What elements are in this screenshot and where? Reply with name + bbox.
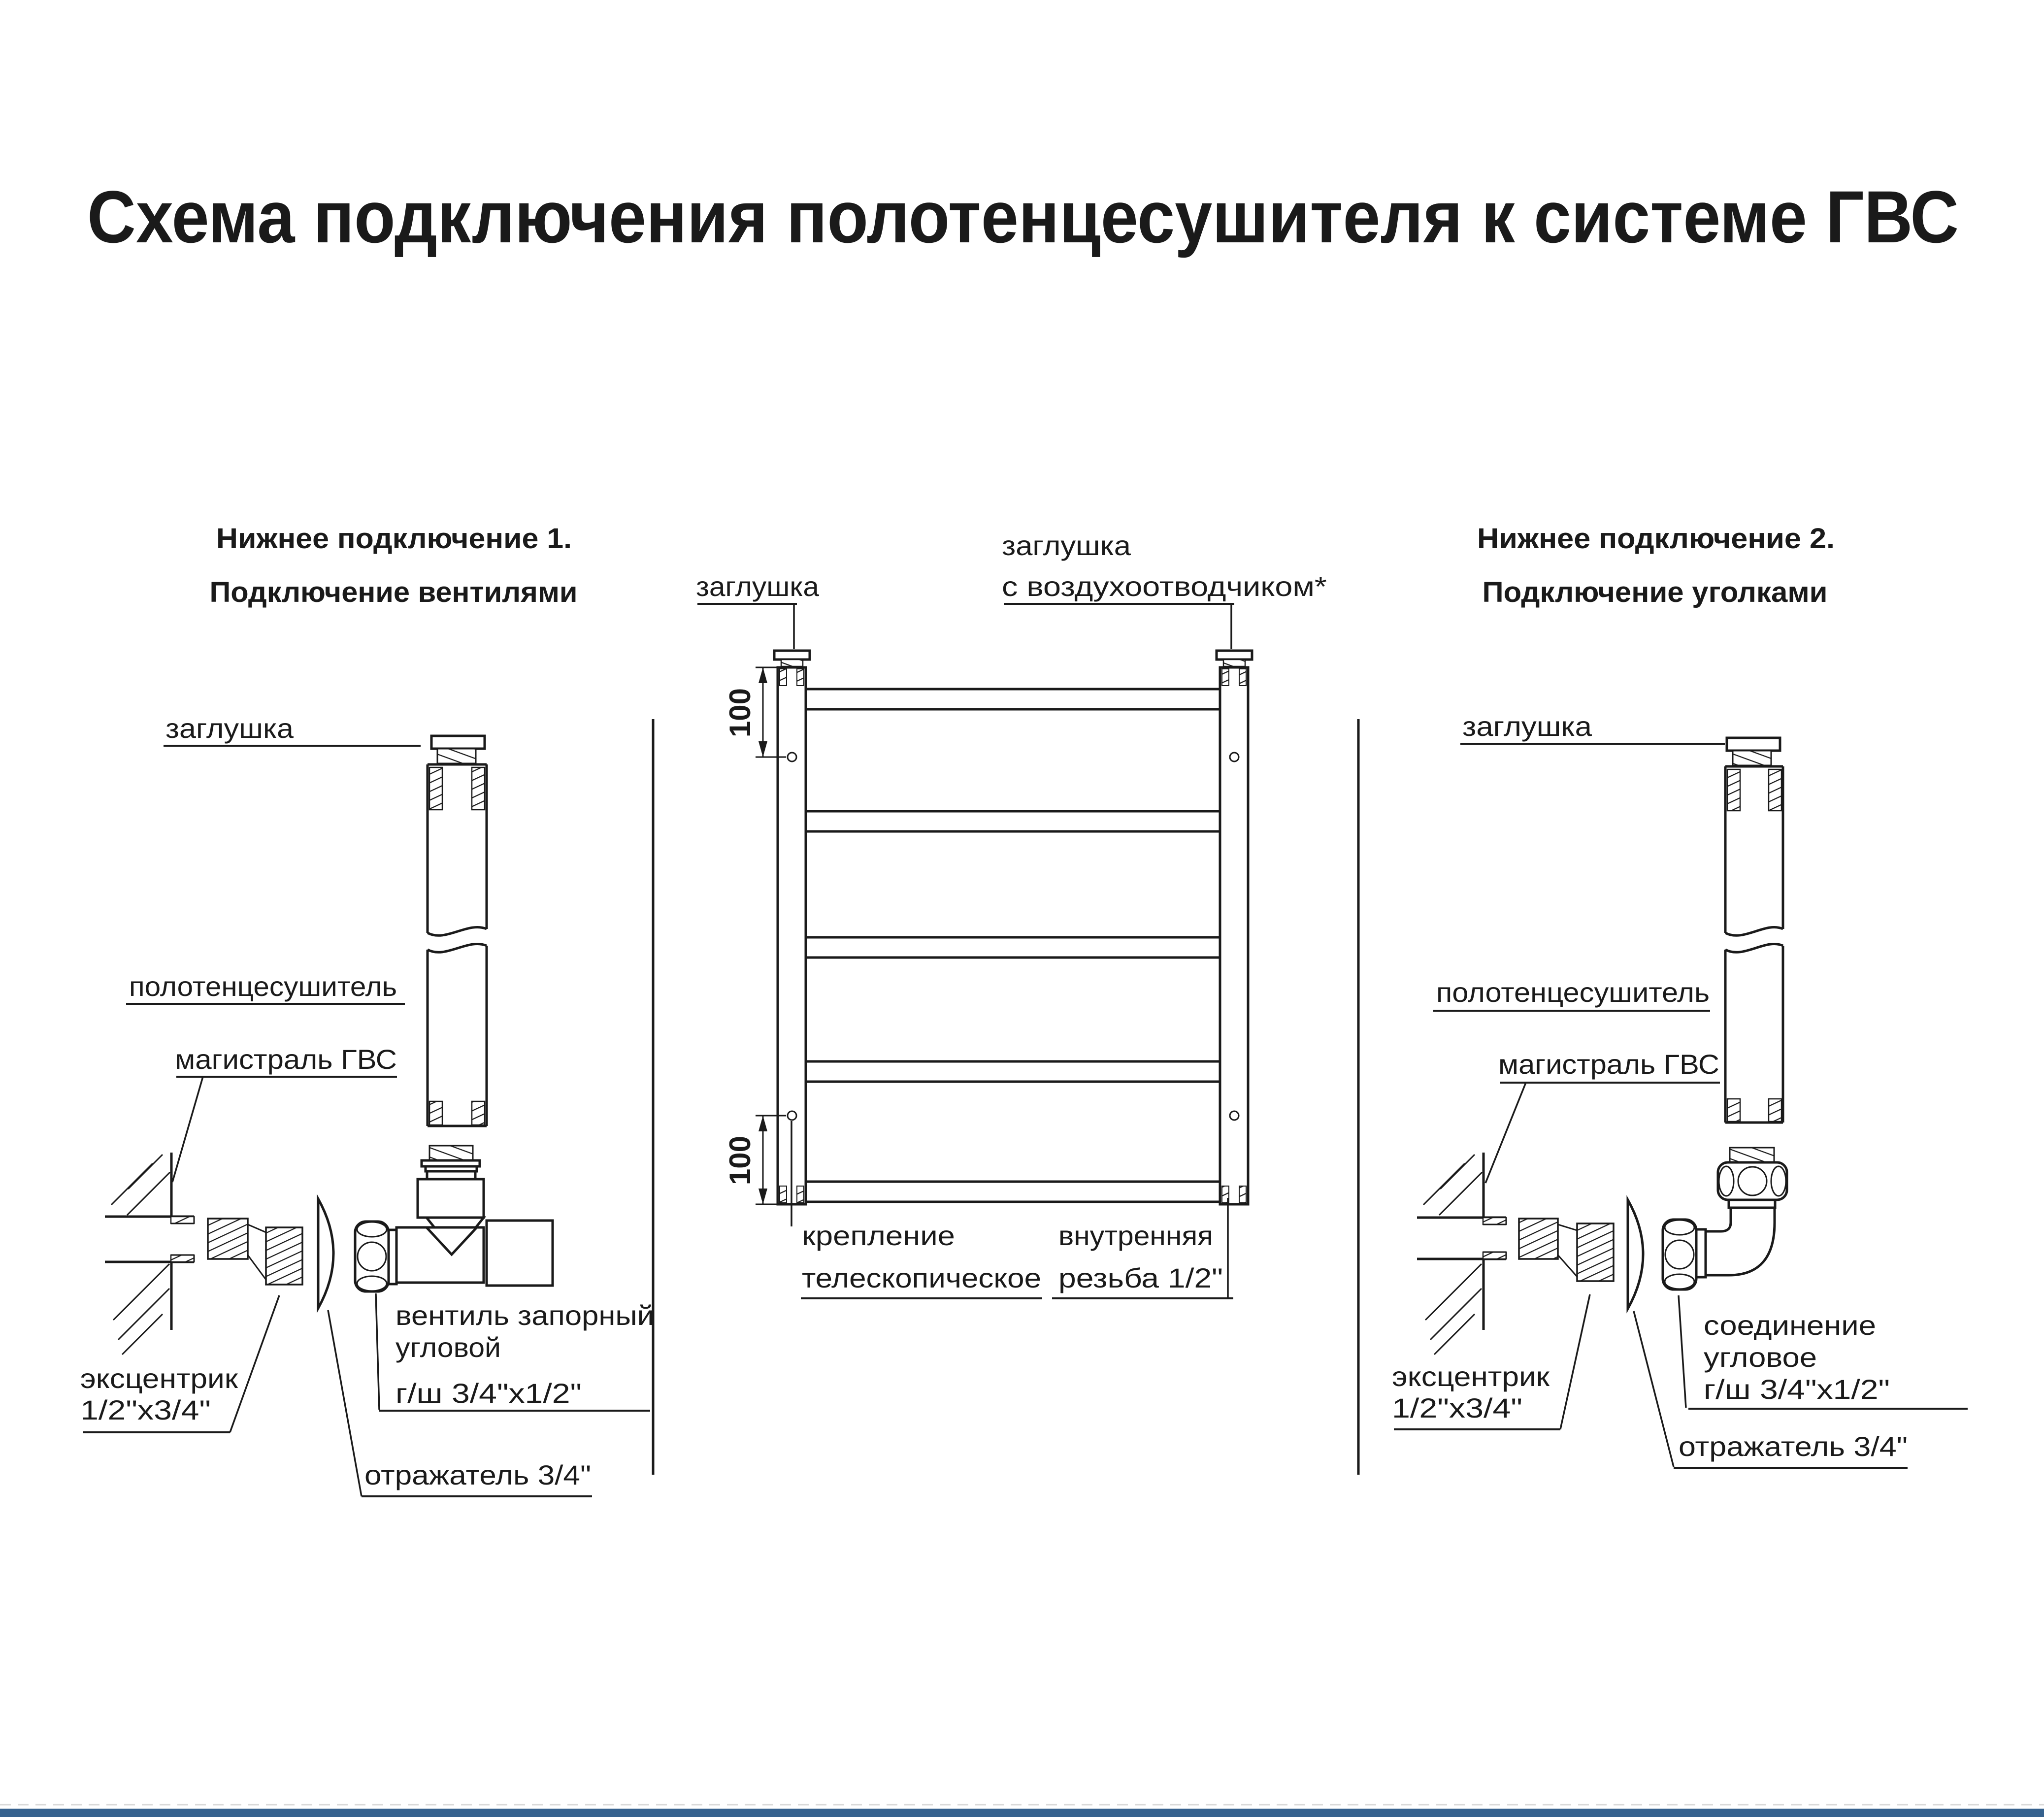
dimension-100-top: 100 [724, 688, 757, 738]
mounting-hole-icon [1230, 1111, 1239, 1120]
left-reflector-leader [328, 1310, 362, 1496]
left-riser-pipe [428, 764, 487, 1126]
right-dhw-main-leader [1485, 1083, 1526, 1183]
right-eccentric-label-2: 1/2"х3/4" [1392, 1392, 1522, 1423]
thread-icon [1727, 769, 1740, 811]
left-heading-1: Нижнее подключение 1. [216, 523, 572, 555]
right-union-label-3: г/ш 3/4"х1/2" [1704, 1374, 1890, 1405]
center-radiator-drawing [778, 667, 1248, 1204]
footer-bar [0, 1809, 2044, 1817]
left-dhw-main-leader [172, 1077, 203, 1182]
left-plug-drawing [431, 736, 485, 763]
left-towel-rail-label: полотенцесушитель [129, 971, 397, 1002]
section-left [80, 523, 654, 1496]
left-reflector-drawing [318, 1199, 333, 1308]
thread-icon [472, 1101, 485, 1125]
left-wall-drawing [105, 1153, 194, 1354]
right-wall-drawing [1417, 1153, 1506, 1354]
thread-icon [780, 669, 787, 686]
thread-icon [1769, 1099, 1781, 1122]
left-reflector-label: отражатель 3/4" [364, 1459, 591, 1490]
thread-icon [1727, 1099, 1740, 1122]
thread-icon [1239, 669, 1246, 686]
center-radiator-caps [774, 651, 1252, 666]
left-valve-drawing [355, 1146, 553, 1291]
right-union-label-2: угловое [1704, 1342, 1817, 1373]
center-plug-left-label: заглушка [696, 571, 820, 602]
mounting-hole-icon [788, 1111, 796, 1120]
right-plug-drawing [1727, 738, 1780, 765]
left-valve-label-2: угловой [396, 1332, 501, 1363]
thread-icon [797, 1186, 804, 1203]
thread-icon [780, 1186, 787, 1203]
mounting-hole-icon [1230, 753, 1239, 761]
section-right [1392, 523, 1968, 1468]
left-eccentric-drawing [208, 1219, 302, 1285]
right-riser-pipe [1725, 766, 1783, 1123]
mounting-hole-icon [788, 753, 796, 761]
section-center [696, 530, 1327, 1298]
center-mount-label-1: крепление [802, 1220, 955, 1251]
left-valve-label-3: г/ш 3/4"х1/2" [396, 1378, 582, 1409]
left-valve-label-1: вентиль запорный [396, 1300, 654, 1331]
page-title: Схема подключения полотенцесушителя к системе ГВС [87, 175, 1959, 258]
thread-icon [1239, 1186, 1246, 1203]
right-dhw-main-label: магистраль ГВС [1498, 1049, 1719, 1080]
right-towel-rail-label: полотенцесушитель [1436, 977, 1710, 1008]
thread-icon [1769, 769, 1781, 811]
left-dhw-main-label: магистраль ГВС [175, 1044, 397, 1075]
right-elbow-drawing [1663, 1148, 1787, 1289]
left-plug-label: заглушка [165, 713, 294, 744]
thread-icon [797, 669, 804, 686]
right-eccentric-drawing [1519, 1219, 1614, 1281]
right-eccentric-leader [1560, 1294, 1590, 1429]
center-plug-airvent-label-2: с воздухоотводчиком* [1002, 571, 1327, 602]
right-heading-2: Подключение уголками [1482, 576, 1828, 608]
left-eccentric-label-2: 1/2"х3/4" [80, 1394, 211, 1425]
dimension-100-bottom: 100 [724, 1135, 757, 1186]
thread-icon [429, 767, 442, 810]
left-heading-2: Подключение вентилями [209, 576, 578, 608]
left-valve-leader [376, 1293, 379, 1410]
right-union-label-1: соединение [1704, 1310, 1876, 1341]
right-union-leader [1679, 1295, 1686, 1408]
thread-icon [1222, 669, 1229, 686]
right-plug-label: заглушка [1462, 711, 1592, 742]
right-reflector-drawing [1628, 1200, 1643, 1309]
right-reflector-label: отражатель 3/4" [1679, 1431, 1908, 1462]
left-eccentric-label-1: эксцентрик [80, 1363, 238, 1394]
thread-icon [429, 1101, 442, 1125]
right-eccentric-label-1: эксцентрик [1392, 1361, 1550, 1392]
right-reflector-leader [1634, 1311, 1674, 1467]
center-thread-label-1: внутренняя [1058, 1220, 1213, 1251]
center-mount-label-2: телескопическое [802, 1262, 1041, 1293]
center-thread-label-2: резьба 1/2" [1058, 1262, 1223, 1293]
right-heading-1: Нижнее подключение 2. [1477, 523, 1835, 555]
thread-icon [472, 767, 485, 810]
center-plug-airvent-label-1: заглушка [1002, 530, 1131, 561]
